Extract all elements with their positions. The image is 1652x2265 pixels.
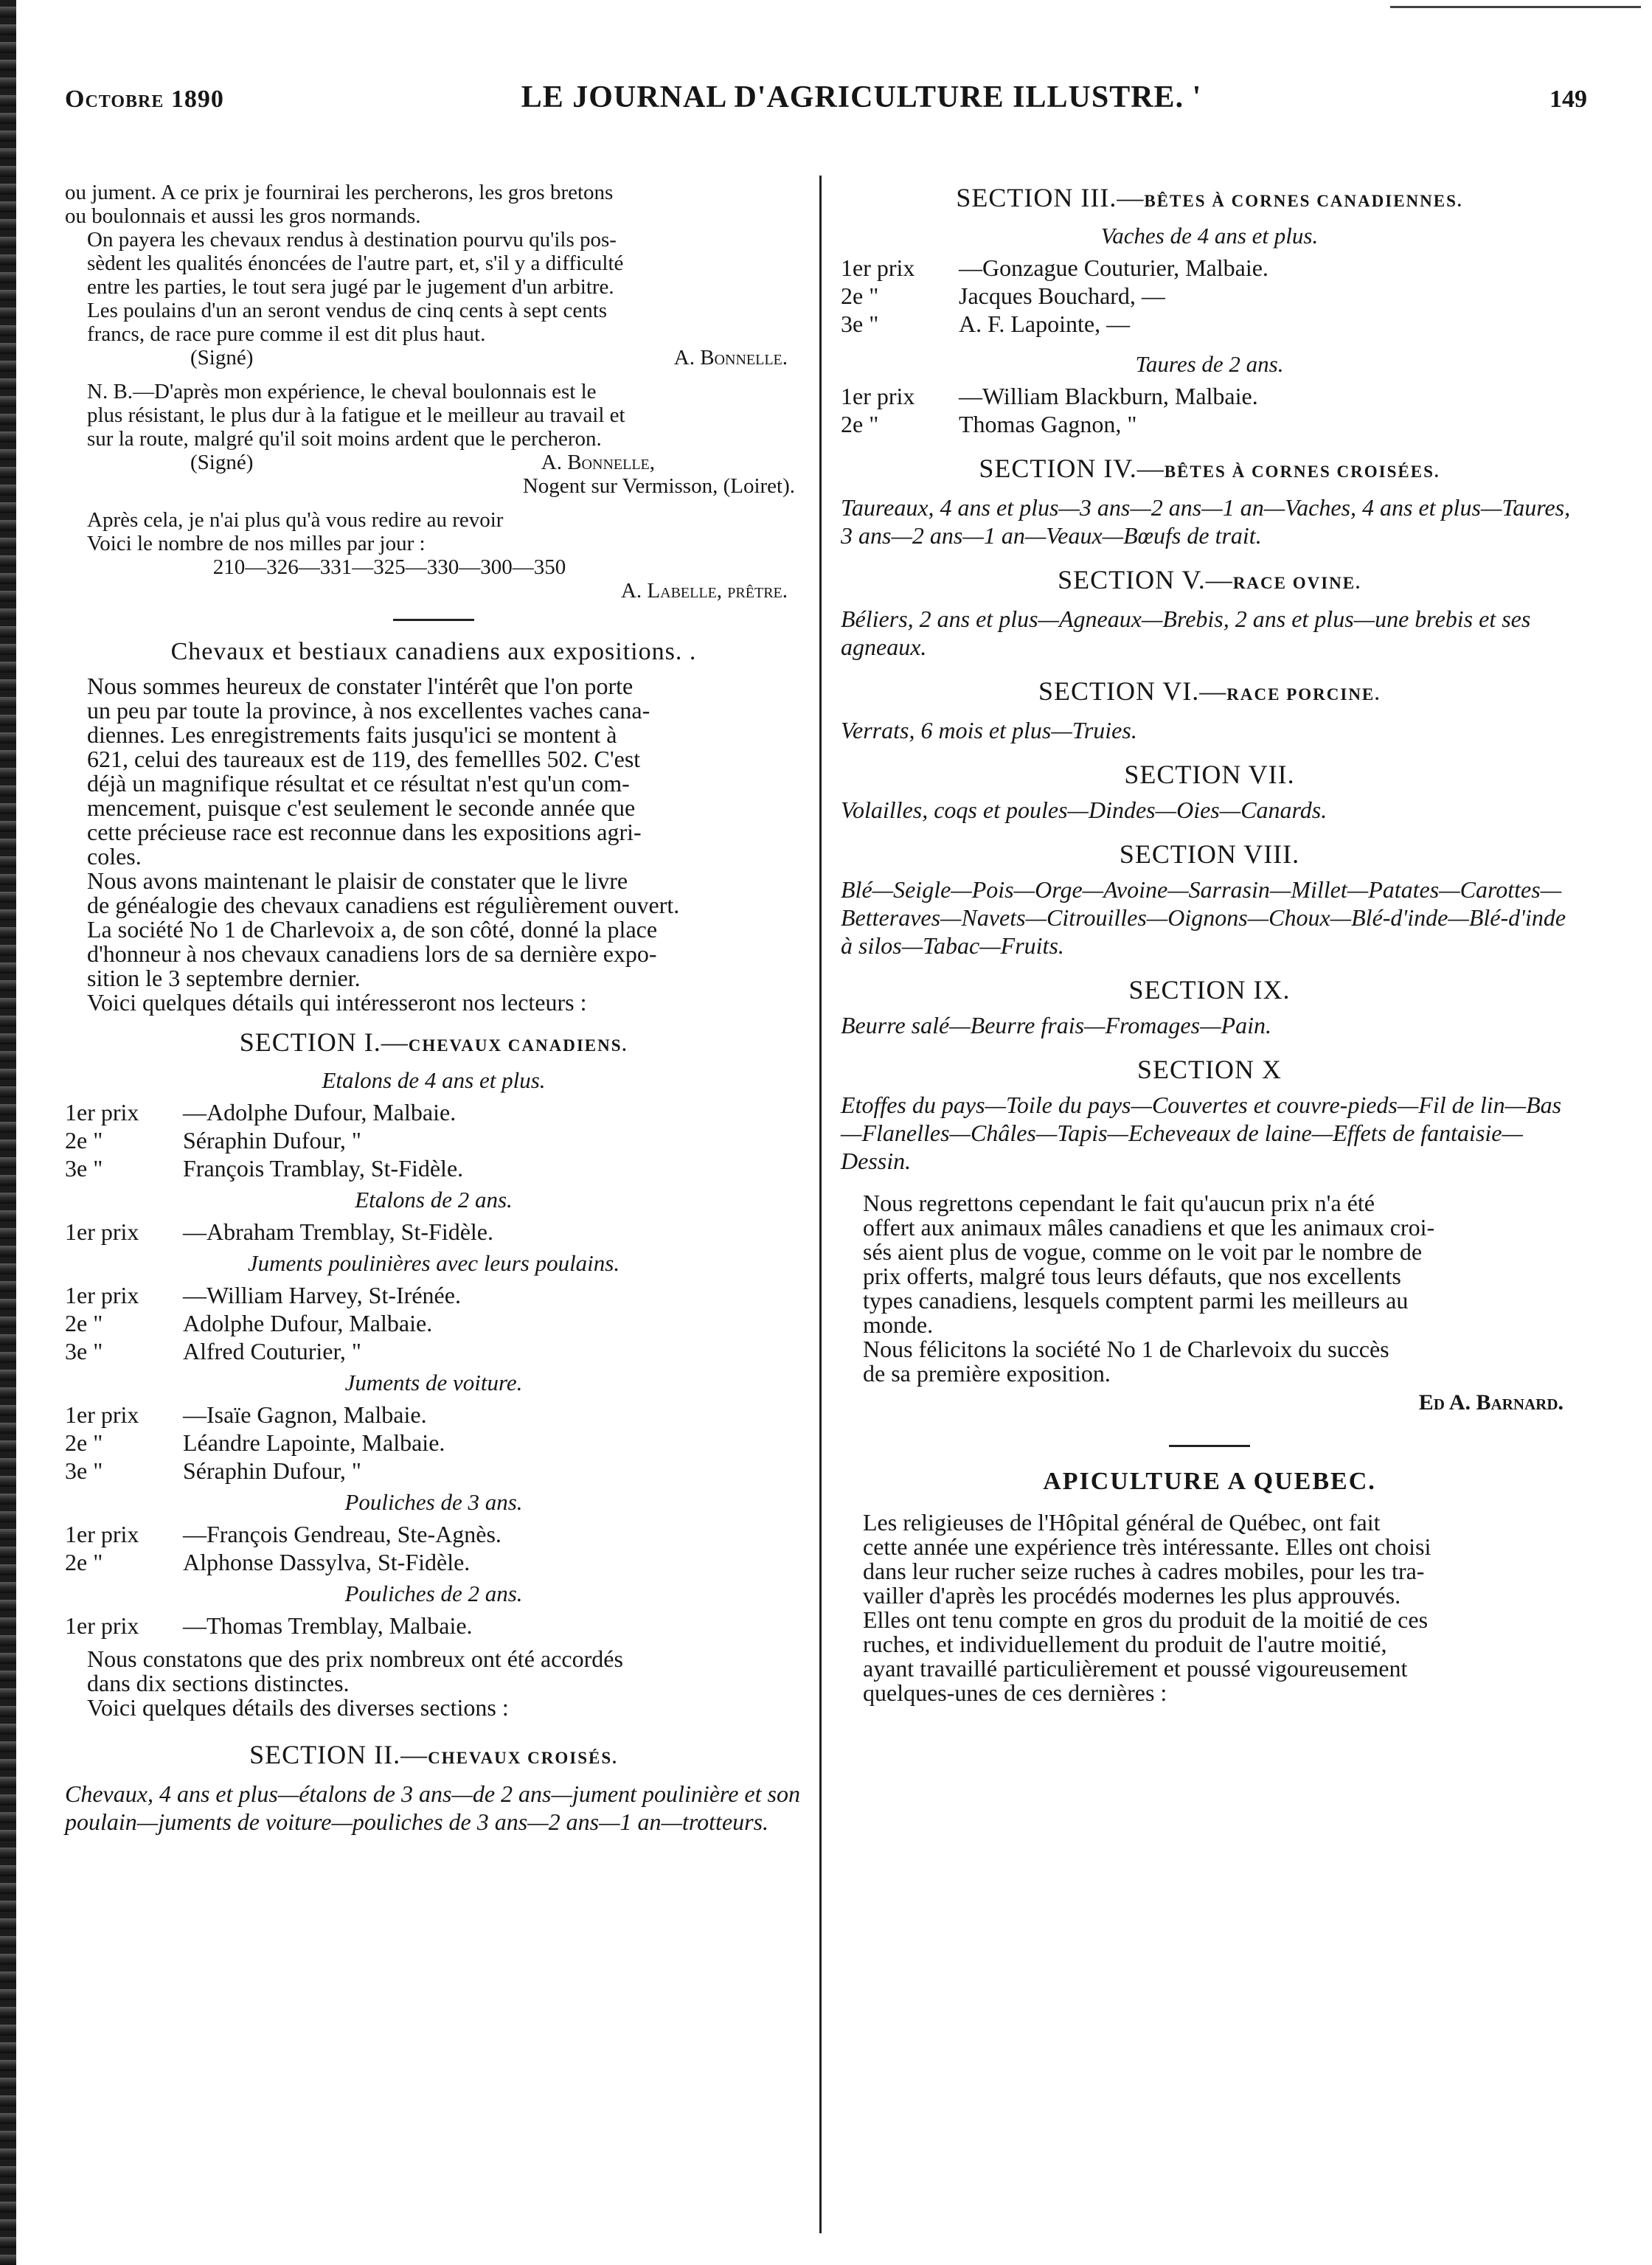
section-7-text: Volailles, coqs et poules—Dindes—Oies—Canards. (841, 797, 1328, 823)
section-rule (393, 619, 474, 621)
subheading-pouliches-3: Pouliches de 3 ans. (344, 1489, 523, 1515)
miles-list: 210—326—331—325—330—300—350 (212, 555, 566, 579)
section-4-heading: SECTION IV.—BÊTES À CORNES CROISÉES. (979, 454, 1440, 483)
subheading-vaches: Vaches de 4 ans et plus. (1100, 223, 1319, 249)
para-diverses-sections: Voici quelques détails des diverses sections : (87, 1694, 509, 1721)
section-5-heading: SECTION V.—RACE OVINE. (1058, 565, 1361, 594)
section-8-heading: SECTION VIII. (1119, 839, 1300, 869)
para-religieuses: Les religieuses de l'Hôpital général de Québec, ont fait cette année une expérience très intéressante. Elles ont choisi dans leur rucher seize ruches à cadres mobiles, pour les tra- vailler d'après les procédés modernes les plus approuvés. Elles ont tenu compte en gros du produit de la moitié de ces ruches, et individuellement du produit de l'autre moitié, ayant travaillé particulièrement et poussé vigoureusement quelques-unes de ces dernières : (863, 1509, 1431, 1706)
page-header (65, 80, 1587, 139)
prize-row: 2e " Alphonse Dassylva, St-Fidèle. (65, 1549, 471, 1575)
para-vaches-canadiennes: Nous sommes heureux de constater l'intérêt que l'on porte un peu par toute la province, à nos excellentes vaches cana- diennes. Les enregistrements faits jusqu'ici se montent à 621, celui des taureaux est de 119, des femellles 502. C'est déjà un magnifique résultat et ce résultat n'est qu'un com- mencement, puisque c'est seulement le seconde année que cette précieuse race est reconnue dans les expositions agri- coles. (87, 673, 650, 870)
article-title: Chevaux et bestiaux canadiens aux expositions. . (170, 638, 697, 665)
prize-row: 1er prix —Thomas Tremblay, Malbaie. (65, 1612, 473, 1639)
prize-row: 1er prix —Gonzague Couturier, Malbaie. (841, 254, 1268, 281)
subheading-pouliches-2: Pouliches de 2 ans. (344, 1581, 523, 1606)
subheading-taures: Taures de 2 ans. (1135, 351, 1284, 377)
subheading-juments-voiture: Juments de voiture. (344, 1370, 523, 1395)
para-felicitons: Nous félicitons la société No 1 de Charlevoix du succès de sa première exposition. (863, 1336, 1389, 1387)
prize-row: 1er prix —Isaïe Gagnon, Malbaie. (65, 1401, 427, 1428)
prize-row: 1er prix —Abraham Tremblay, St-Fidèle. (65, 1218, 493, 1245)
section-3-heading: SECTION III.—BÊTES À CORNES CANADIENNES. (956, 183, 1463, 212)
section-2-text: Chevaux, 4 ans et plus—étalons de 3 ans—de 2 ans—jument poulinière et son poulain—juments de voiture—pouliches de 3 ans—2 ans—1 an—trotteurs. (65, 1780, 800, 1835)
column-divider (819, 176, 822, 2233)
section-9-heading: SECTION IX. (1128, 975, 1291, 1005)
prize-row: 1er prix —William Blackburn, Malbaie. (841, 383, 1258, 409)
section-8-text: Blé—Seigle—Pois—Orge—Avoine—Sarrasin—Millet—Patates—Carottes—Betteraves—Navets—Citrouilles—Oignons—Choux—Blé-d'inde—Blé-d'inde à silos—Tabac—Fruits. (841, 876, 1566, 959)
para-au-revoir: Après cela, je n'ai plus qu'à vous redire au revoir Voici le nombre de nos milles par jour : (87, 508, 504, 555)
prize-list-juments-voiture (65, 1401, 802, 1485)
right-column (841, 181, 1578, 1705)
scan-binding-edge (0, 0, 16, 2265)
journal-title: LE JOURNAL D'AGRICULTURE ILLUSTRE. ' (521, 80, 1202, 114)
para-genealogie: Nous avons maintenant le plaisir de constater que le livre de généalogie des chevaux canadiens est régulièrement ouvert. La société No 1 de Charlevoix a, de son côté, donné la place d'honneur à nos chevaux canadiens lors de sa dernière expo- sition le 3 septembre dernier. (87, 867, 680, 991)
prize-list-etalons-4 (65, 1098, 802, 1182)
prize-row: 2e " Adolphe Dufour, Malbaie. (65, 1310, 433, 1336)
signature-labelle: A. Labelle, prêtre. (620, 579, 788, 603)
prize-list-taures (841, 382, 1578, 438)
section-6-heading: SECTION VI.—RACE PORCINE. (1038, 676, 1381, 706)
para-prix-nombreux: Nous constatons que des prix nombreux ont été accordés dans dix sections distinctes. (87, 1645, 623, 1696)
subheading-etalons-4: Etalons de 4 ans et plus. (322, 1067, 546, 1093)
signature-place: Nogent sur Vermisson, (Loiret). (522, 474, 795, 498)
top-corner-rule (1390, 6, 1641, 8)
section-10-heading: SECTION X (1137, 1055, 1282, 1084)
prize-row: 3e " Séraphin Dufour, " (65, 1457, 361, 1484)
prize-row: 1er prix —William Harvey, St-Irénée. (65, 1282, 461, 1308)
section-5-text: Béliers, 2 ans et plus—Agneaux—Brebis, 2 ans et plus—une brebis et ses agneaux. (841, 606, 1531, 660)
section-7-heading: SECTION VII. (1124, 760, 1295, 789)
section-4-text: Taureaux, 4 ans et plus—3 ans—2 ans—1 an—Vaches, 4 ans et plus—Taures, 3 ans—2 ans—1 an—Veaux—Bœufs de trait. (841, 494, 1571, 549)
prize-list-juments-poulinieres (65, 1281, 802, 1365)
section-9-text: Beurre salé—Beurre frais—Fromages—Pain. (841, 1012, 1271, 1038)
section-10-text: Etoffes du pays—Toile du pays—Couvertes et couvre-pieds—Fil de lin—Bas—Flanelles—Châles—Tapis—Echeveaux de laine—Effets de fantaisie—Dessin. (841, 1092, 1562, 1174)
para-regrettons: Nous regrettons cependant le fait qu'aucun prix n'a été offert aux animaux mâles canadiens et que les animaux croi- sés aient plus de vogue, comme on le voit par le nombre de prix offerts, malgré tous leurs défauts, que nos excellents types canadiens, lesquels comptent parmi les meilleurs au monde. (863, 1190, 1435, 1338)
prize-row: 3e " A. F. Lapointe, — (841, 311, 1131, 337)
prize-row: 3e " Alfred Couturier, " (65, 1338, 361, 1364)
para-poulains: Les poulains d'un an seront vendus de cinq cents à sept cents francs, de race pure comme il est dit plus haut. (87, 299, 608, 346)
page-number: 149 (1549, 86, 1587, 113)
signature-bonnelle-2: (Signé) A. Bonnelle, (190, 451, 655, 474)
prize-list-etalons-2 (65, 1218, 802, 1246)
para-details: Voici quelques détails qui intéresseront nos lecteurs : (87, 989, 587, 1016)
subheading-juments-poulinieres: Juments poulinières avec leurs poulains. (247, 1250, 620, 1276)
section-6-text: Verrats, 6 mois et plus—Truies. (841, 717, 1137, 743)
prize-row: 2e " Léandre Lapointe, Malbaie. (65, 1429, 445, 1456)
prize-row: 2e " Jacques Bouchard, — (841, 282, 1165, 309)
para-prix: ou jument. A ce prix je fournirai les percherons, les gros bretons ou boulonnais et aussi les gros normands. (65, 181, 614, 228)
prize-list-pouliches-3 (65, 1520, 802, 1576)
section-2-heading: SECTION II.—CHEVAUX CROISÉS. (249, 1740, 618, 1769)
prize-row: 1er prix —Adolphe Dufour, Malbaie. (65, 1099, 457, 1125)
section-rule (1169, 1445, 1250, 1447)
article-title-apiculture: APICULTURE A QUEBEC. (1043, 1468, 1376, 1495)
prize-row: 2e " Thomas Gagnon, " (841, 411, 1137, 437)
prize-list-pouliches-2 (65, 1612, 802, 1640)
signature-bonnelle: (Signé) A. Bonnelle. (190, 346, 788, 370)
para-payera: On payera les chevaux rendus à destination pourvu qu'ils pos- sèdent les qualités énoncées de l'autre part, et, s'il y a difficulté entre les parties, le tout sera jugé par le jugement d'un arbitre. (87, 228, 624, 299)
left-column (65, 181, 802, 1842)
prize-list-vaches (841, 254, 1578, 338)
prize-row: 3e " François Tramblay, St-Fidèle. (65, 1155, 464, 1182)
signature-barnard: Ed A. Barnard. (1418, 1390, 1564, 1415)
prize-row: 2e " Séraphin Dufour, " (65, 1127, 361, 1154)
section-1-heading: SECTION I.—CHEVAUX CANADIENS. (239, 1027, 628, 1057)
header-date: Octobre 1890 (65, 86, 224, 113)
para-nota-bene: N. B.—D'après mon expérience, le cheval boulonnais est le plus résistant, le plus dur à la fatigue et le meilleur au travail et sur la route, malgré qu'il soit moins ardent que le percheron. (87, 380, 625, 451)
subheading-etalons-2: Etalons de 2 ans. (355, 1187, 513, 1213)
prize-row: 1er prix —François Gendreau, Ste-Agnès. (65, 1521, 502, 1547)
